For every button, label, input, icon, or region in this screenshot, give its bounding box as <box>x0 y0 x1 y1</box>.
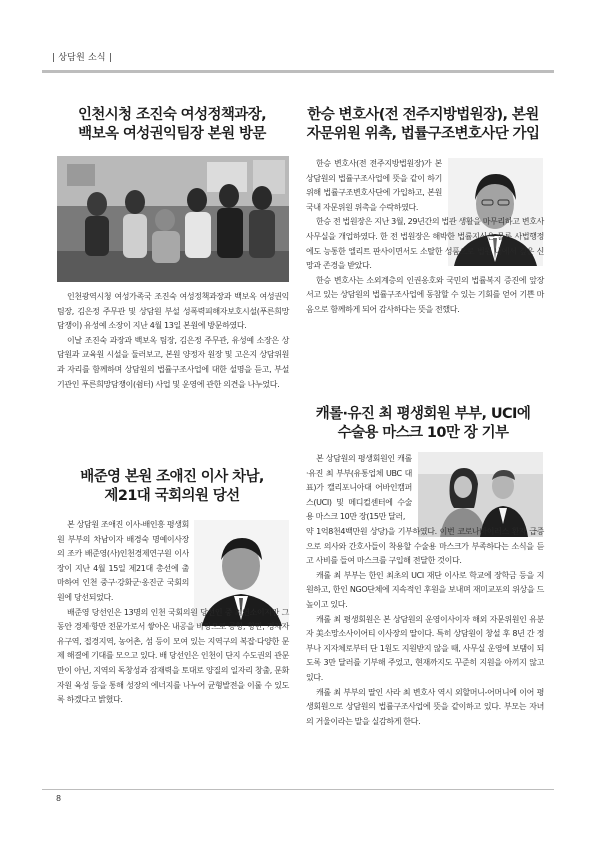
page-number: 8 <box>56 794 62 803</box>
article-body: 한승 변호사(전 전주지방법원장)가 본 상담원의 법률구조사업에 뜻을 같이 하기 위해 법률구조변호사단에 가입하고, 본원 국내 자문위원 위촉을 수락하였다. 한승 전 법원장은 지난 3월, 29년간의 법관 생활을 마무리하고 변호사 사무실을 개업하였다. 한 전 법원장은 해박한 법률지식은 물론 사법행정에도 능통한 엘리트 판사이면서도 소탈한 성품으로 법원 내에서 깊은 신망과 존경을 받았다. 한승 변호사는 소외계층의 인권옹호와 국민의 법률복지 증진에 앞장서고 있는 상담원의 법률구조사업에 동참할 수 있는 기회를 얻어 기쁜 마음으로 함께하게 되어 감사하다는 뜻을 전했다. <box>306 159 544 314</box>
section-header: | 상담원 소식 | <box>52 53 113 63</box>
article-title: 한승 변호사(전 전주지방법원장), 본원 자문위원 위촉, 법률구조변호사단 가입 <box>306 107 540 142</box>
article-bae-election <box>56 468 288 506</box>
footer-rule <box>42 789 554 790</box>
paragraph-continuation: 약 1억8천4백만원 상당)을 기부하였다. 이번 코로나바이러스 환자 급증으로 의사와 간호사들이 착용할 수술용 마스크가 부족하다는 소식을 듣고 사비를 들여 마스크를 구입해 전달한 것이다. <box>306 526 544 566</box>
article-choi-donation <box>303 405 543 443</box>
article-title: 캐롤·유진 최 평생회원 부부, UCI에 수술용 마스크 10만 장 기부 <box>315 406 531 441</box>
article-incheon-visit <box>56 106 288 144</box>
article-body: 본 상담원 조애진 이사-배인흥 평생회원 부부의 차남이자 배경숙 명예이사장의 조카 배준영(사)인천경제연구원 이사장이 지난 4월 15일 제21대 총선에 출마하여 인천 중구·강화군·옹진군 국회의원에 당선되었다. 배준영 당선인은 13명의 인천 국회의원 당선인 중 최연소이지만 그동안 경제·항만 전문가로서 쌓아온 내공을 바탕으로 공항, 항만, 경제자유구역, 접경지역, 농어촌, 섬 등이 모여 있는 지역구의 복잡·다양한 문제 해결에 기대를 모으고 있다. 배 당선인은 인천이 단지 수도권의 관문만이 아닌, 지역의 독창성과 잠재력을 토대로 양질의 일자리 창출, 문화자원 육성 등을 통해 성장의 에너지를 나누어 균형발전을 이룰 수 있도록 하겠다고 밝혔다. <box>57 520 289 705</box>
article-body: 본 상담원의 평생회원인 캐롤·유진 최 부부(유통업체 UBC 대표)가 캘리포니아대 어바인캠퍼스(UCI) 및 메디컬센터에 수술용 마스크 10만 장(15만 달러, 약 1억8천4백만원 상당)을 기부하였다. 이번 코로나바이러스 환자 급증으로 의사와 간호사들이 착용할 수술용 마스크가 부족하다는 소식을 듣고 사비를 들여 마스크를 구입해 전달한 것이다. 캐롤 최 부부는 한인 최초의 UCI 재단 이사로 학교에 장학금 등을 지원하고, 한인 NGO단체에 지속적인 후원을 보내며 재미교포의 위상을 드높이고 있다. 캐롤 최 평생회원은 본 상담원의 운영이사이자 해외 자문위원인 유분자 美소망소사이어티 이사장의 딸이다. 특히 상담원이 창설 후 8년 간 정부나 지자체로부터 단 1원도 지원받지 않을 때, 사무실 운영에 보탬이 되도록 3만 달러를 기부해 주었고, 현재까지도 꾸준히 지원을 아끼지 않고 있다. 캐롤 최 부부의 딸인 사라 최 변호사 역시 외할머니-어머니에 이어 평생회원으로 상담원의 법률구조사업에 뜻을 같이하고 있다. 부모는 자녀의 거울이라는 말을 실감하게 한다. <box>306 454 544 726</box>
article-title: 인천시청 조진숙 여성정책과장, 백보옥 여성권익팀장 본원 방문 <box>77 107 267 142</box>
article-han-appointment <box>303 106 543 144</box>
header-rule <box>42 70 554 73</box>
article-body: 인천광역시청 여성가족국 조진숙 여성정책과장과 백보옥 여성권익팀장, 김은정 주무관 및 상담원 부설 성폭력피해자보호시설(푸른희망담쟁이) 유성예 소장이 지난 4월 13일 본원에 방문하였다. 이날 조진숙 과장과 백보옥 팀장, 김은정 주무관, 유성예 소장은 상담원과 교육원 시설을 둘러보고, 본원 양정자 원장 및 고은지 상담위원과 자리를 함께하며 상담원의 법률구조사업에 대한 설명을 듣고, 부설기관인 푸른희망담쟁이(쉼터) 사업 및 운영에 관한 의견을 나누었다. <box>57 292 289 389</box>
group-visit-photo <box>57 156 289 282</box>
article-title: 배준영 본원 조애진 이사 차남, 제21대 국회의원 당선 <box>80 469 264 504</box>
